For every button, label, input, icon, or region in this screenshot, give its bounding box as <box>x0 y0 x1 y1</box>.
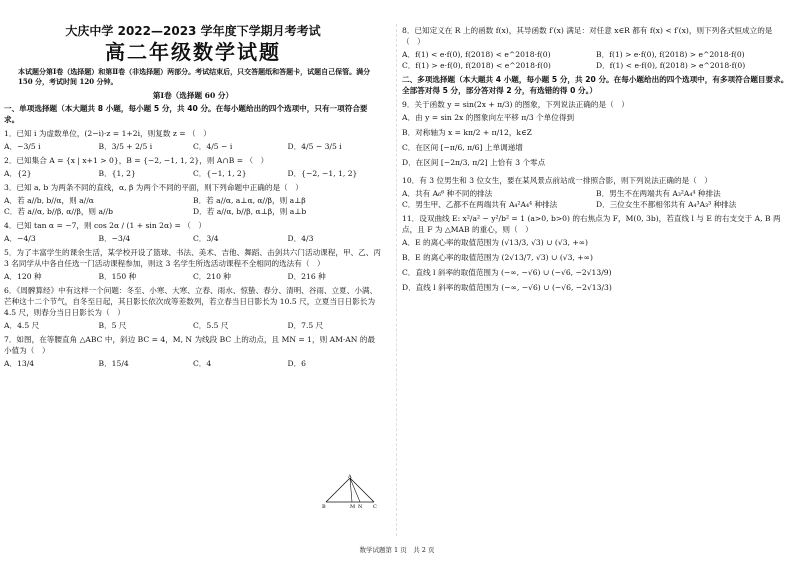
option-a: A．120 种 <box>4 272 42 281</box>
option-a: A．f(1) < e·f(0), f(2018) < e^2018·f(0) <box>402 50 551 59</box>
option-b: B．{1, 2} <box>98 169 136 178</box>
label-c: C <box>373 504 377 510</box>
question-7 <box>4 334 382 369</box>
option-b: B．3/5 + 2/5 i <box>98 142 153 151</box>
option-b: B．15/4 <box>98 359 129 368</box>
option-c: C．210 种 <box>193 272 231 281</box>
single-choice-questions <box>4 128 382 369</box>
column-divider <box>396 24 397 536</box>
option-a: A．E 的离心率的取值范围为 (√13/3, √3) ∪ (√3, +∞) <box>402 238 589 247</box>
question-options <box>402 237 790 297</box>
question-3 <box>4 182 382 217</box>
option-a: A．由 y = sin 2x 的图象向左平移 π/3 个单位得到 <box>402 113 575 122</box>
exam-note: 本试题分第Ⅰ卷（选择题）和第Ⅱ卷（非选择题）两部分。考试结束后，只交答题纸和答题卡，试题自己保管。满分 150 分，考试时间 120 分钟。 <box>18 67 371 86</box>
option-c: C．3/4 <box>193 234 219 243</box>
question-10 <box>402 175 790 210</box>
question-options <box>4 195 382 217</box>
question-options <box>4 141 382 152</box>
option-c: C．f(1) > e·f(0), f(2018) < e^2018·f(0) <box>402 61 551 70</box>
option-b: B．若 a//α, a⊥α, α//β，则 a⊥β <box>193 196 306 205</box>
option-d: D．6 <box>287 359 307 368</box>
option-c: C．在区间 [−π/6, π/6] 上单调递增 <box>402 143 523 152</box>
option-a: A．−4/3 <box>4 234 36 243</box>
option-b: B．5 尺 <box>98 321 127 330</box>
option-d: D．4/5 − 3/5 i <box>287 142 342 151</box>
question-stem: 6．《周髀算经》中有这样一个问题：冬至、小寒、大寒、立春、雨水、惊蛰、春分、清明、谷雨、立夏、小满、芒种这十二个节气，自冬至日起，其日影长依次成等差数列，若立春当日日影长为 10.5 尺，立夏当日日影长为 4.5 尺，则春分当日日影长为（ ） <box>4 286 378 317</box>
question-6 <box>4 285 382 331</box>
question-stem: 7．如图，在等腰直角 △ABC 中，斜边 BC = 4，M, N 为线段 BC 上的动点，且 MN = 1，则 AM·AN 的最小值为（ ） <box>4 335 376 355</box>
option-a: A．4.5 尺 <box>4 321 40 330</box>
label-n: N <box>358 504 363 510</box>
right-column <box>402 22 790 300</box>
option-a: A．{2} <box>4 169 32 178</box>
subject-title: 高二年级数学试题 <box>105 40 281 64</box>
question-options <box>4 271 382 282</box>
option-d: D．若 a//α, b//β, α⊥β，则 a⊥b <box>193 207 307 216</box>
option-c: C．男生甲、乙都不在两端共有 A₄²A₄⁴ 种排法 <box>402 200 558 209</box>
question-options <box>402 112 790 172</box>
question-options <box>4 358 382 369</box>
option-c: C．4 <box>193 359 212 368</box>
side-ab <box>326 478 350 502</box>
option-b: B．−3/4 <box>98 234 131 243</box>
option-c: C．4/5 − i <box>193 142 233 151</box>
question-stem: 2．已知集合 A = {x | x+1 > 0}，B = {−2, −1, 1, 2}，则 A∩B = （ ） <box>4 156 269 165</box>
question-stem: 3．已知 a, b 为两条不同的直线，α, β 为两个不同的平面，则下列命题中正确的是（ ） <box>4 183 303 192</box>
question-options <box>4 168 382 179</box>
option-d: D．7.5 尺 <box>287 321 324 330</box>
question-stem: 9．关于函数 y = sin(2x + π/3) 的图象，下列说法正确的是（ ） <box>402 100 629 109</box>
option-b: B．对称轴为 x = kπ/2 + π/12，k∈Z <box>402 128 532 137</box>
question-9 <box>402 99 790 172</box>
exam-title: 大庆中学 2022—2023 学年度下学期月考考试 <box>65 24 321 38</box>
option-b: B．E 的离心率的取值范围为 (2√13/7, √3) ∪ (√3, +∞) <box>402 253 593 262</box>
option-d: D．f(1) < e·f(0), f(2018) > e^2018·f(0) <box>596 61 746 70</box>
question-stem: 1．已知 i 为虚数单位，(2−i)·z = 1+2i，则复数 z = （ ） <box>4 129 211 138</box>
option-a: A．共有 A₆⁶ 种不同的排法 <box>402 189 493 198</box>
label-b: B <box>322 504 326 510</box>
label-a: A <box>348 474 352 480</box>
option-d: D．216 种 <box>287 272 326 281</box>
option-c: C．{−1, 1, 2} <box>193 169 247 178</box>
option-d: D．{−2, −1, 1, 2} <box>287 169 358 178</box>
label-m: M <box>350 504 356 510</box>
triangle-figure <box>322 474 378 510</box>
question-options <box>402 49 790 71</box>
question-options <box>4 320 382 331</box>
question-8 <box>402 25 790 71</box>
question-5 <box>4 247 382 282</box>
option-b: B．男生不在两端共有 A₃²A₄⁴ 种排法 <box>596 189 721 198</box>
question-options <box>402 188 790 210</box>
option-d: D．三位女生不都相邻共有 A₄³A₃³ 种排法 <box>596 200 737 209</box>
question-11 <box>402 213 790 297</box>
question-stem: 11．设双曲线 E: x²/a² − y²/b² = 1 (a>0, b>0) 的右焦点为 F，M(0, 3b)，若直线 l 与 E 的右支交于 A, B 两点，且 F 为 △MAB 的重心，则（ ） <box>402 214 781 234</box>
question-options <box>4 233 382 244</box>
option-d: D．4/3 <box>287 234 314 243</box>
option-d: D．直线 l 斜率的取值范围为 (−∞, −√6) ∪ (−√6, −2√13/3) <box>402 283 612 292</box>
question-stem: 5．为了丰富学生的课余生活，某学校开设了篮球、书法、美术、吉他、舞蹈、击剑共六门活动课程，甲、乙、丙 3 名同学从中各自任选一门活动课程参加，则这 3 名学生所选活动课程不全相同的选法有（ ） <box>4 248 381 268</box>
option-c: C．若 a//α, b//β, α//β，则 a//b <box>4 207 113 216</box>
option-b: B．f(1) > e·f(0), f(2018) > e^2018·f(0) <box>596 50 745 59</box>
left-column <box>4 22 382 372</box>
part1-title: 第Ⅰ卷（选择题 60 分） <box>152 91 234 100</box>
question-1 <box>4 128 382 152</box>
question-stem: 10．有 3 位男生和 3 位女生，要在某风景点前站成一排照合影，则下列说法正确的是（ ） <box>402 176 712 185</box>
option-d: D．在区间 [−2π/3, π/2] 上恰有 3 个零点 <box>402 158 546 167</box>
section2-header: 二、多项选择题（本大题共 4 小题，每小题 5 分，共 20 分。在每小题给出的四个选项中，有多项符合题目要求。全部答对得 5 分，部分答对得 2 分，有选错的得 0 分。） <box>402 75 789 95</box>
section1-header: 一、单项选择题（本大题共 8 小题，每小题 5 分，共 40 分。在每小题给出的四个选项中，只有一项符合要求。 <box>4 104 368 124</box>
side-ac <box>350 478 374 502</box>
option-a: A．13/4 <box>4 359 35 368</box>
option-c: C．5.5 尺 <box>193 321 229 330</box>
question-2 <box>4 155 382 179</box>
question-stem: 4．已知 tan α = −7，则 cos 2α / (1 + sin 2α) = （ ） <box>4 221 207 230</box>
option-b: B．150 种 <box>98 272 137 281</box>
question-4 <box>4 220 382 244</box>
option-c: C．直线 l 斜率的取值范围为 (−∞, −√6) ∪ (−√6, −2√13/9) <box>402 268 612 277</box>
question-stem: 8．已知定义在 R 上的函数 f(x)，其导函数 f′(x) 满足：对任意 x∈R 都有 f(x) < f′(x)，则下列各式恒成立的是（ ） <box>402 26 773 46</box>
option-a: A．−3/5 i <box>4 142 41 151</box>
page-footer: 数学试题第 1 页 共 2 页 <box>359 546 435 554</box>
option-a: A．若 a//b, b//α，则 a//α <box>4 196 94 205</box>
